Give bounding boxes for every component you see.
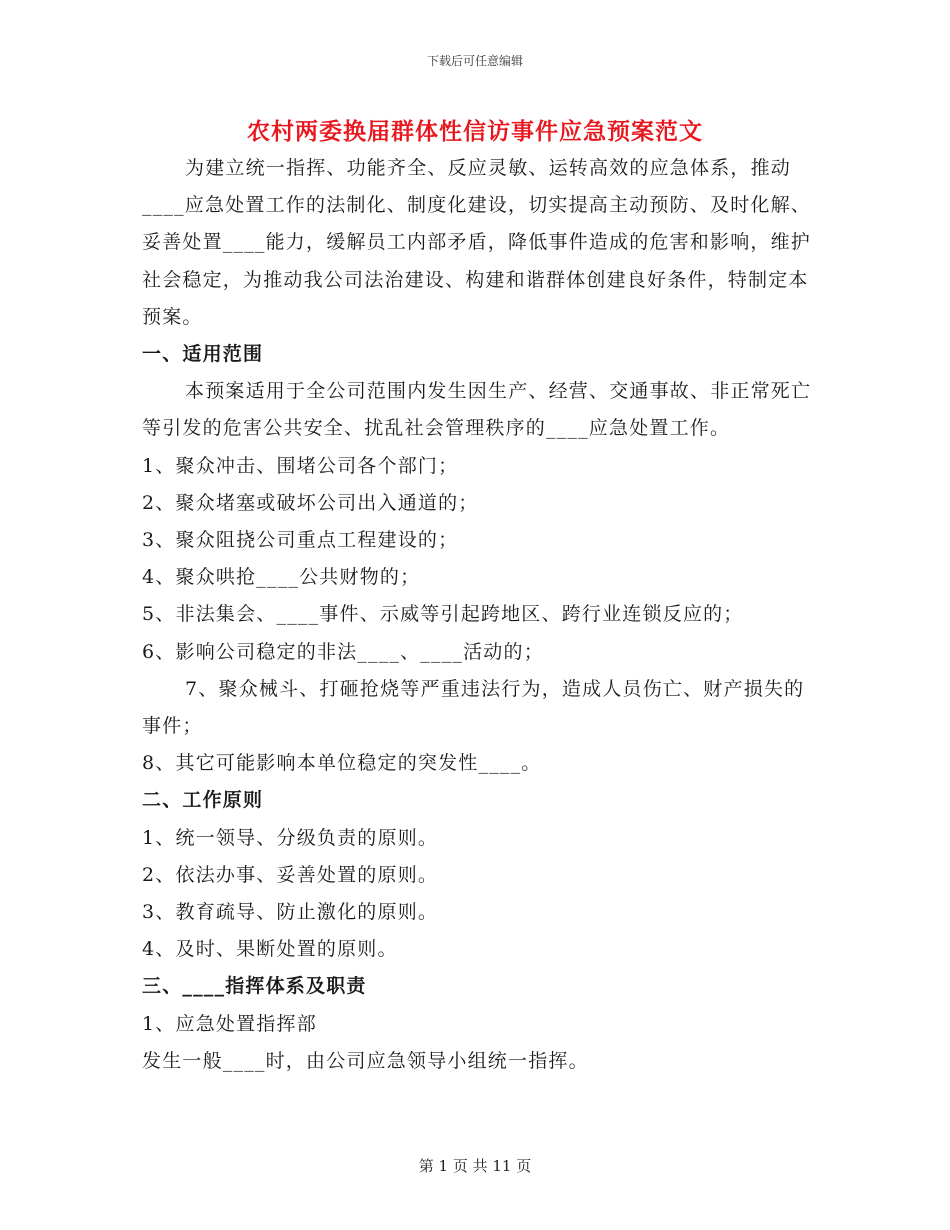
list-item: 5、非法集会、____事件、示威等引起跨地区、跨行业连锁反应的； (142, 603, 744, 626)
section-heading-scope: 一、适用范围 (142, 343, 264, 366)
list-item: 6、影响公司稳定的非法____、____活动的； (142, 640, 544, 663)
intro-paragraph: 为建立统一指挥、功能齐全、反应灵敏、运转高效的应急体系，推动____应急处置工作的法制化、制度化建设，切实提高主动预防、及时化解、妥善处置____能力，缓解员工内部矛盾，降低事件造成的危害和影响，维护社会稳定，为推动我公司法治建设、构建和谐群体创建良好条件，特制定本预案。 (142, 157, 812, 328)
list-item: 4、聚众哄抢____公共财物的； (142, 566, 421, 589)
list-item: 1、聚众冲击、围堵公司各个部门； (142, 454, 459, 477)
list-item: 2、聚众堵塞或破坏公司出入通道的； (142, 491, 479, 514)
list-item: 7、聚众械斗、打砸抢烧等严重违法行为，造成人员伤亡、财产损失的事件； (142, 677, 805, 738)
list-item: 2、依法办事、妥善处置的原则。 (142, 863, 439, 886)
list-item: 4、及时、果断处置的原则。 (142, 938, 398, 961)
document-body (142, 150, 822, 1080)
subsection-title: 1、应急处置指挥部 (142, 1012, 317, 1035)
document-title: 农村两委换届群体性信访事件应急预案范文 (247, 118, 703, 145)
page-number: 第 1 页 共 11 页 (418, 1157, 532, 1175)
list-item: 3、教育疏导、防止激化的原则。 (142, 901, 439, 924)
subsection-paragraph: 发生一般____时，由公司应急领导小组统一指挥。 (142, 1049, 589, 1072)
section-heading-command: 三、____指挥体系及职责 (142, 975, 367, 998)
list-item: 1、统一领导、分级负责的原则。 (142, 826, 439, 849)
header-note: 下载后可任意编辑 (426, 54, 523, 68)
section-heading-principles: 二、工作原则 (142, 789, 264, 812)
scope-paragraph: 本预案适用于全公司范围内发生因生产、经营、交通事故、非正常死亡等引发的危害公共安全、扰乱社会管理秩序的____应急处置工作。 (142, 380, 812, 440)
list-item: 8、其它可能影响本单位稳定的突发性____。 (142, 752, 542, 775)
list-item: 3、聚众阻挠公司重点工程建设的； (142, 529, 459, 552)
